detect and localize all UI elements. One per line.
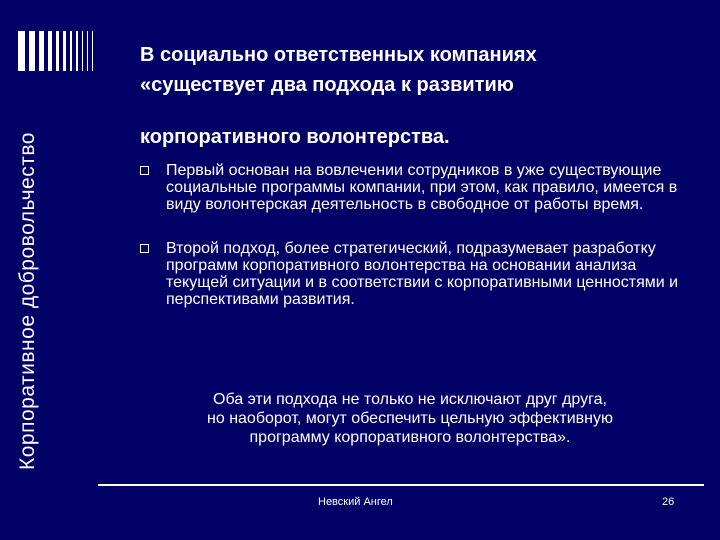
bullet-list [140,162,690,308]
page-number: 26 [662,496,675,508]
title-line-3: корпоративного волонтерства. [140,126,450,148]
title-line-1: В социально ответственных компаниях [140,44,537,66]
bullet-text: Первый основан на вовлечении сотрудников в уже существующие социальные программы компании, при этом, как правило, имеется в виду волонтерская деятельность в свободное от работы время. [166,162,678,213]
bullet-item [140,240,690,308]
title-line-2: «существует два подхода к развитию [140,74,514,96]
footer-author: Невский Ангел [318,496,393,508]
summary-line-1: Оба эти подхода не только не исключают друг друга, [213,391,607,408]
bullet-text: Второй подход, более стратегический, подразумевает разработку программ корпоративного волонтерства на основании анализа текущей ситуации и в соответствии с корпоративными ценностями и перспективами развития. [166,240,679,308]
summary-paragraph [130,390,690,447]
summary-line-2: но наоборот, могут обеспечить цельную эффективную [207,410,613,427]
summary-line-3: программу корпоративного волонтерства». [249,429,571,446]
square-bullet-icon [140,244,149,253]
vertical-section-title: Корпоративное добровольчество [16,132,39,470]
decorative-stripes [18,31,98,71]
square-bullet-icon [140,166,149,175]
slide-title [140,40,700,152]
bullet-item [140,162,690,213]
footer-divider [98,484,704,486]
